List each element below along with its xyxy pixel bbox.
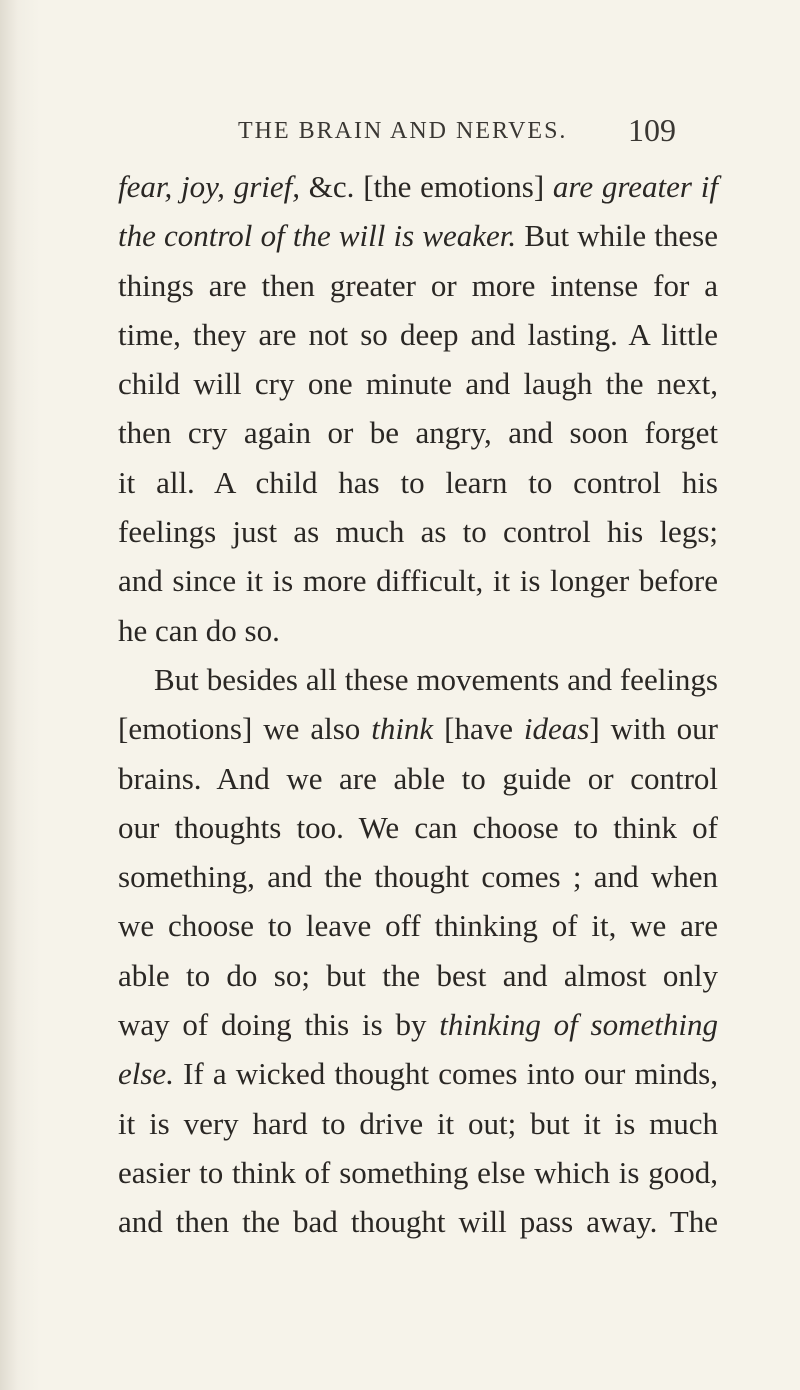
- text-run: time, they are not so deep and lasting. A little: [118, 316, 718, 352]
- text-run: easier to think of something else which is good,: [118, 1154, 718, 1190]
- text-run: we choose to leave off thinking of it, we are: [118, 908, 718, 944]
- text-run: and then the bad thought will pass away. The: [118, 1204, 718, 1240]
- page-number: 109: [628, 112, 676, 148]
- text-run: But while these: [516, 218, 718, 254]
- italic-text: ideas: [523, 711, 590, 747]
- text-line: [118, 655, 718, 704]
- text-run: able to do so; but the best and almost only: [118, 957, 718, 993]
- text-line: [118, 754, 718, 803]
- italic-text: thinking of something: [439, 1007, 718, 1043]
- text-line: [118, 951, 718, 1000]
- text-run: it all. A child has to learn to control his: [118, 464, 718, 500]
- italic-text: fear, joy, grief,: [118, 169, 301, 204]
- text-line: [118, 556, 718, 605]
- italic-text: the control of the will is weaker.: [118, 218, 517, 254]
- text-run: brains. And we are able to guide or control: [118, 760, 718, 796]
- text-line: [118, 408, 718, 457]
- text-run: it is very hard to drive it out; but it is much: [118, 1105, 718, 1141]
- text-line: [118, 1000, 718, 1049]
- text-run: our thoughts too. We can choose to think of: [118, 809, 718, 845]
- text-run: [emotions] we also: [118, 711, 372, 747]
- italic-text: are greater if: [552, 169, 718, 204]
- text-run: he can do so.: [118, 612, 280, 648]
- running-head: THE BRAIN AND NERVES.: [238, 118, 568, 144]
- page-header: [0, 112, 800, 152]
- text-line: [118, 901, 718, 950]
- text-line: [118, 261, 718, 310]
- text-line: [118, 359, 718, 408]
- text-run: then cry again or be angry, and soon forget: [118, 415, 718, 451]
- text-run: But besides all these movements and feelings: [154, 661, 718, 697]
- text-run: ] with our: [589, 711, 718, 747]
- text-run: child will cry one minute and laugh the next,: [118, 366, 718, 402]
- text-line: [118, 803, 718, 852]
- italic-text: else.: [118, 1056, 174, 1092]
- text-line: [118, 1197, 718, 1246]
- text-run: [have: [433, 711, 524, 747]
- text-line: [118, 162, 718, 211]
- text-run: things are then greater or more intense for a: [118, 267, 718, 303]
- text-line: [118, 310, 718, 359]
- text-line: [118, 1099, 718, 1148]
- text-line: [118, 1148, 718, 1197]
- text-run: If a wicked thought comes into our minds,: [173, 1056, 718, 1092]
- text-line: [118, 458, 718, 507]
- text-line: [118, 704, 718, 753]
- text-line: [118, 507, 718, 556]
- italic-text: think: [371, 711, 434, 747]
- text-line: [118, 1049, 718, 1098]
- text-line: [118, 211, 718, 260]
- text-line: [118, 606, 718, 655]
- text-run: and since it is more difficult, it is longer before: [118, 563, 718, 599]
- text-run: &c. [the emotions]: [300, 169, 553, 204]
- body-text: [118, 162, 718, 1247]
- text-line: [118, 852, 718, 901]
- text-run: feelings just as much as to control his legs;: [118, 514, 718, 550]
- text-run: something, and the thought comes ; and when: [118, 859, 718, 895]
- text-run: way of doing this is by: [118, 1007, 440, 1043]
